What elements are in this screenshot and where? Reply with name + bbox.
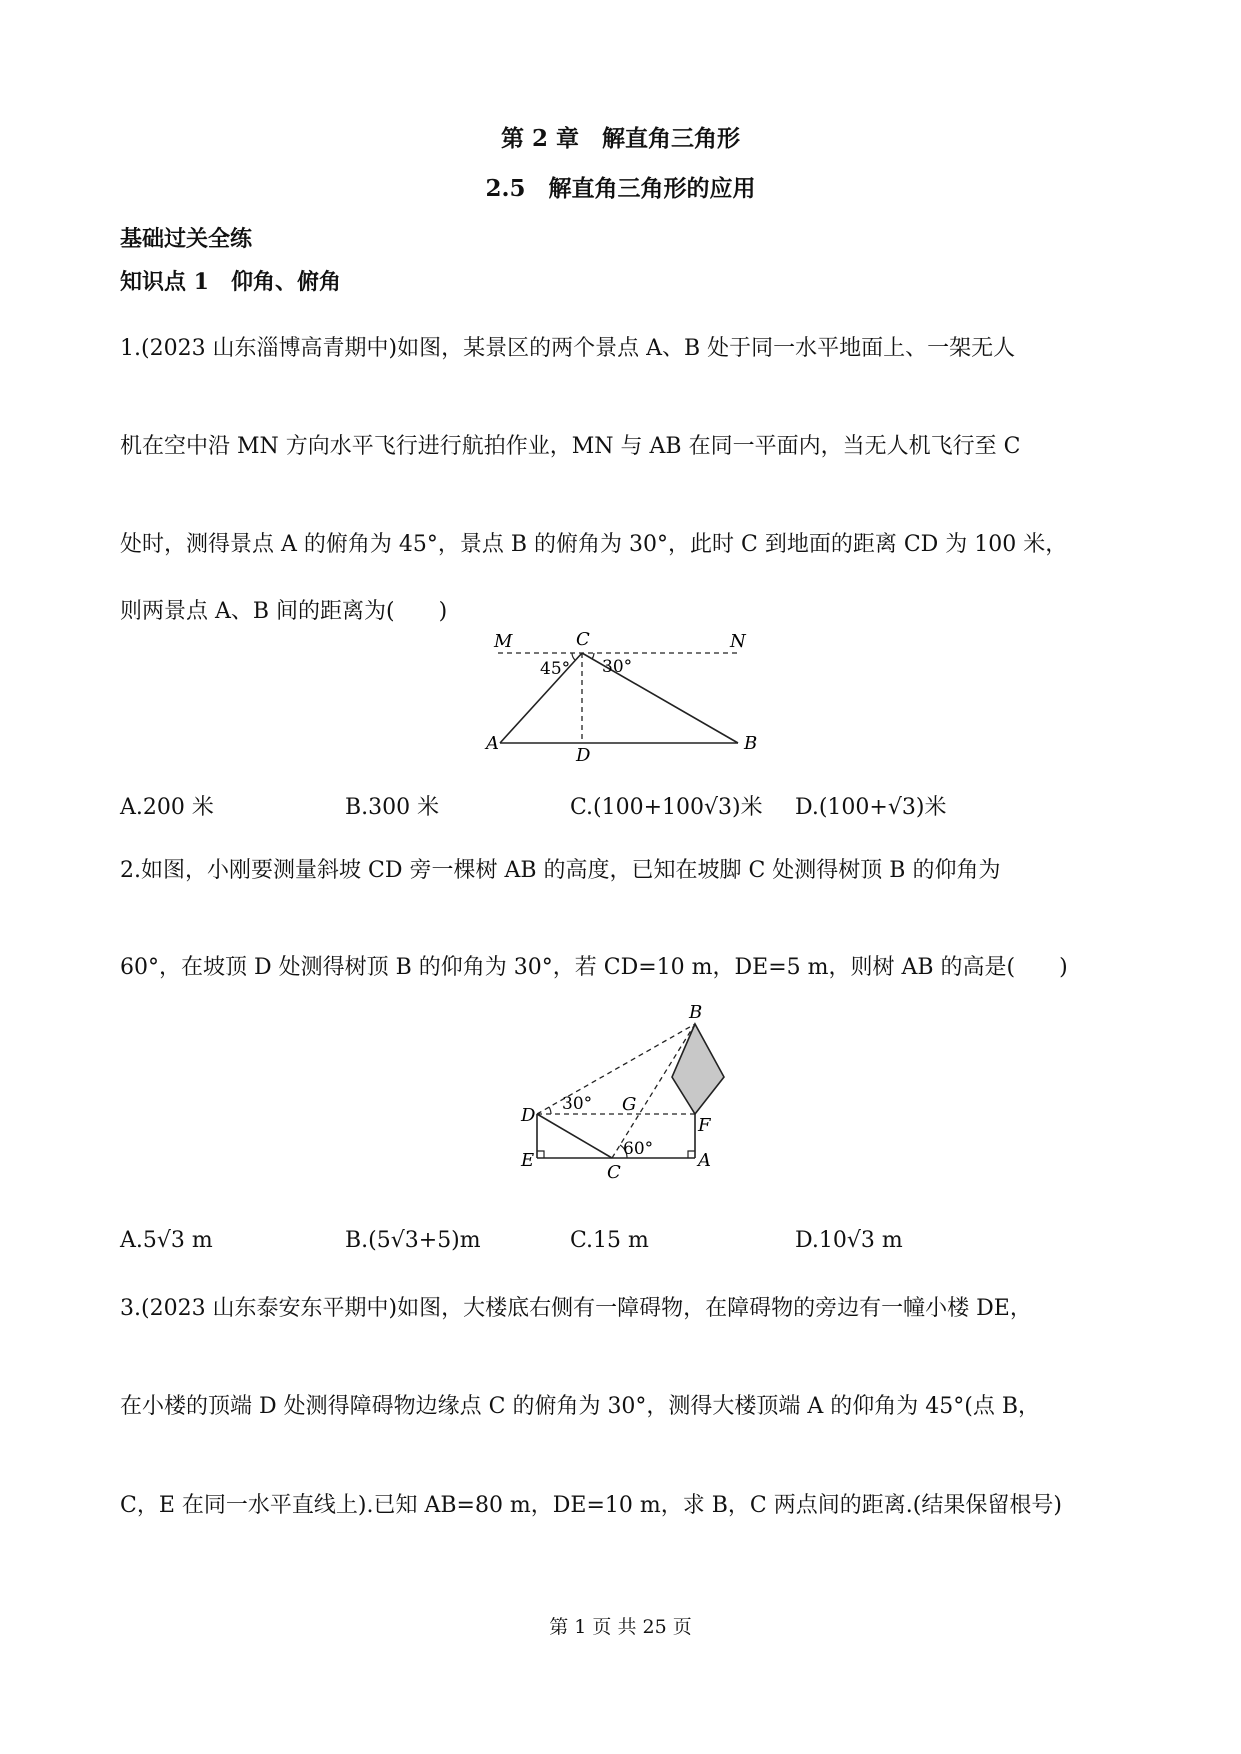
q2-option-c: C.15 m: [570, 1228, 649, 1253]
q2-label-f: F: [698, 1115, 711, 1136]
chapter-title: 第 2 章 解直角三角形: [500, 125, 741, 152]
q1-label-d: D: [576, 745, 591, 761]
q2-label-e: E: [521, 1150, 535, 1171]
q2-label-a: A: [698, 1150, 711, 1171]
q2-line-2: 60°，在坡顶 D 处测得树顶 B 的仰角为 30°，若 CD=10 m，DE=5 m，则树 AB 的高是( ): [120, 955, 1068, 980]
q1-label-a: A: [486, 733, 499, 754]
q1-angle-45: 45°: [540, 659, 571, 679]
q1-line-2: 机在空中沿 MN 方向水平飞行进行航拍作业，MN 与 AB 在同一平面内，当无人机飞行至 C: [120, 434, 1021, 459]
q2-option-d: D.10√3 m: [795, 1228, 903, 1253]
q1-option-b: B.300 米: [345, 795, 440, 820]
q2-option-b: B.(5√3+5)m: [345, 1228, 481, 1253]
q1-label-c: C: [576, 629, 590, 650]
q2-figure: [510, 1000, 740, 1185]
q2-label-d: D: [521, 1105, 536, 1126]
q1-label-b: B: [744, 733, 758, 754]
q1-option-a: A.200 米: [120, 795, 214, 820]
practice-heading: 基础过关全练: [120, 226, 253, 252]
q2-angle-30: 30°: [562, 1094, 593, 1114]
q1-line-3: 处时，测得景点 A 的俯角为 45°，景点 B 的俯角为 30°，此时 C 到地面的距离 CD 为 100 米，: [120, 532, 1068, 557]
q1-option-d: D.(100+√3)米: [795, 795, 947, 820]
q3-line-3: C，E 在同一水平直线上).已知 AB=80 m，DE=10 m，求 B，C 两点间的距离.(结果保留根号): [120, 1493, 1062, 1518]
q2-option-a: A.5√3 m: [120, 1228, 213, 1253]
knowledge-point-heading: 知识点 1 仰角、俯角: [120, 269, 341, 295]
q1-option-c: C.(100+100√3)米: [570, 795, 763, 820]
q1-figure: [470, 626, 770, 761]
q2-line-1: 2.如图，小刚要测量斜坡 CD 旁一棵树 AB 的高度，已知在坡脚 C 处测得树顶 B 的仰角为: [120, 858, 1001, 883]
q2-angle-60: 60°: [623, 1139, 654, 1159]
q3-line-1: 3.(2023 山东泰安东平期中)如图，大楼底右侧有一障碍物，在障碍物的旁边有一幢小楼 DE，: [120, 1296, 1032, 1321]
q1-line-1: 1.(2023 山东淄博高青期中)如图，某景区的两个景点 A、B 处于同一水平地面上、一架无人: [120, 336, 1016, 361]
q1-label-n: N: [730, 631, 746, 652]
q2-label-c: C: [607, 1162, 621, 1183]
section-title: 2.5 解直角三角形的应用: [485, 175, 756, 202]
q1-line-4: 则两景点 A、B 间的距离为( ): [120, 599, 448, 624]
q3-line-2: 在小楼的顶端 D 处测得障碍物边缘点 C 的俯角为 30°，测得大楼顶端 A 的仰角为 45°(点 B，: [120, 1394, 1041, 1419]
q2-label-b: B: [689, 1002, 703, 1023]
page-number: 第 1 页 共 25 页: [549, 1616, 692, 1638]
q2-label-g: G: [622, 1094, 637, 1115]
q1-angle-30: 30°: [602, 657, 633, 677]
q1-label-m: M: [494, 631, 513, 652]
